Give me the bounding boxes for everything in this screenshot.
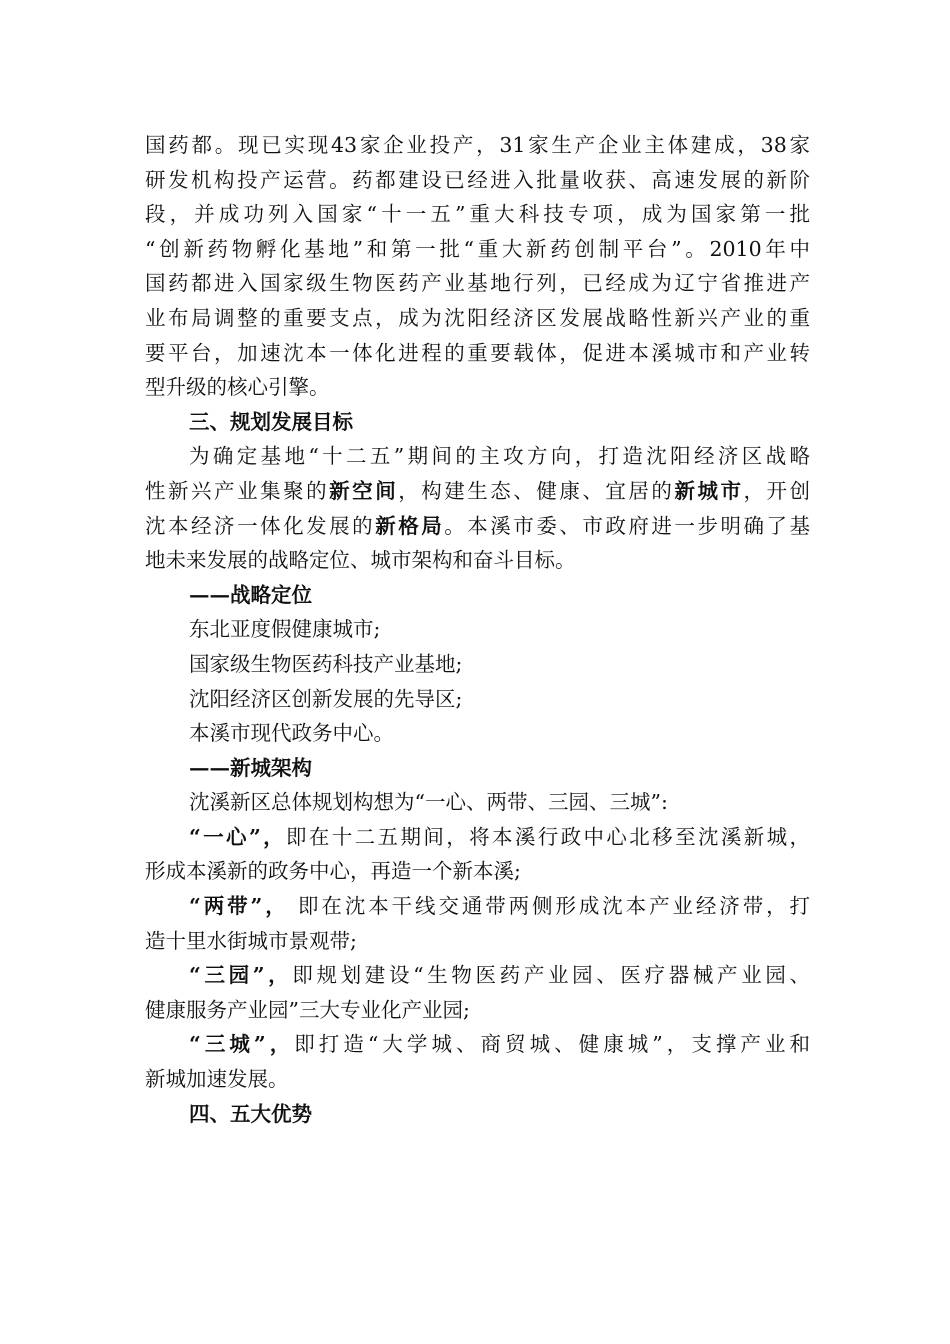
paragraph-line: 段，并成功列入国家“十一五”重大科技专项，成为国家第一批	[145, 202, 810, 227]
text-span: 性新兴产业集聚的	[145, 478, 330, 503]
paragraph-line: 要平台，加速沈本一体化进程的重要载体，促进本溪城市和产业转	[145, 340, 810, 365]
paragraph-line: 为确定基地“十二五”期间的主攻方向，打造沈阳经济区战略	[189, 444, 810, 469]
text-span: 即在十二五期间，将本溪行政中心北移至沈溪新城，	[286, 824, 810, 849]
text-span: 即规划建设“生物医药产业园、医疗器械产业园、	[292, 963, 810, 988]
paragraph-line: 沈溪新区总体规划构想为“一心、两带、三园、三城”:	[189, 790, 668, 815]
paragraph-line: 国药都进入国家级生物医药产业基地行列，已经成为辽宁省推进产	[145, 271, 810, 296]
paragraph-line: 型升级的核心引擎。	[145, 375, 330, 400]
paragraph-line: 地未来发展的战略定位、城市架构和奋斗目标。	[145, 548, 576, 573]
section-heading-4: 四、五大优势	[189, 1101, 312, 1126]
paragraph-line: 研发机构投产运营。药都建设已经进入批量收获、高速发展的新阶	[145, 167, 810, 192]
paragraph-line: “创新药物孵化基地”和第一批“重大新药创制平台”。2010年中	[145, 236, 810, 261]
text-span: 即在沈本干线交通带两侧形成沈本产业经济带，打	[288, 894, 810, 919]
paragraph-line: 形成本溪新的政务中心，再造一个新本溪;	[145, 859, 521, 884]
paragraph-line: 造十里水街城市景观带;	[145, 928, 357, 953]
paragraph-line	[145, 958, 810, 993]
paragraph-line	[145, 509, 810, 544]
subheading-architecture: ——新城架构	[189, 755, 312, 780]
list-item: 本溪市现代政务中心。	[189, 721, 394, 746]
bold-term: “三园”，	[189, 963, 293, 988]
paragraph-line: 业布局调整的重要支点，成为沈阳经济区发展战略性新兴产业的重	[145, 305, 810, 330]
section-heading-3: 三、规划发展目标	[189, 409, 353, 434]
paragraph-line: 国药都。现已实现43家企业投产，31家生产企业主体建成，38家	[145, 133, 810, 157]
paragraph-line: 健康服务产业园”三大专业化产业园;	[145, 997, 470, 1022]
text-span: ，开创	[743, 478, 810, 503]
bold-term: “三城”，	[189, 1032, 295, 1057]
paragraph-line	[145, 820, 810, 855]
text-span: 。本溪市委、市政府进一步明确了基	[444, 513, 810, 538]
subheading-strategy: ——战略定位	[189, 582, 312, 607]
list-item: 沈阳经济区创新发展的先导区;	[189, 686, 463, 711]
bold-term: “一心”，	[189, 824, 287, 849]
paragraph-line	[145, 889, 810, 924]
bold-term: 新空间	[329, 478, 399, 503]
text-span: ，构建生态、健康、宜居的	[398, 478, 675, 503]
bold-term: “两带”，	[189, 894, 289, 919]
list-item: 国家级生物医药科技产业基地;	[189, 651, 463, 676]
paragraph-line: 新城加速发展。	[145, 1067, 289, 1092]
paragraph-line	[145, 474, 810, 509]
document-page	[145, 128, 810, 1131]
text-span: 即打造“大学城、商贸城、健康城”，支撑产业和	[294, 1032, 810, 1057]
bold-term: 新城市	[674, 478, 744, 503]
list-item: 东北亚度假健康城市;	[189, 617, 381, 642]
text-span: 沈本经济一体化发展的	[145, 513, 376, 538]
bold-term: 新格局	[375, 513, 445, 538]
paragraph-line	[145, 1027, 810, 1062]
